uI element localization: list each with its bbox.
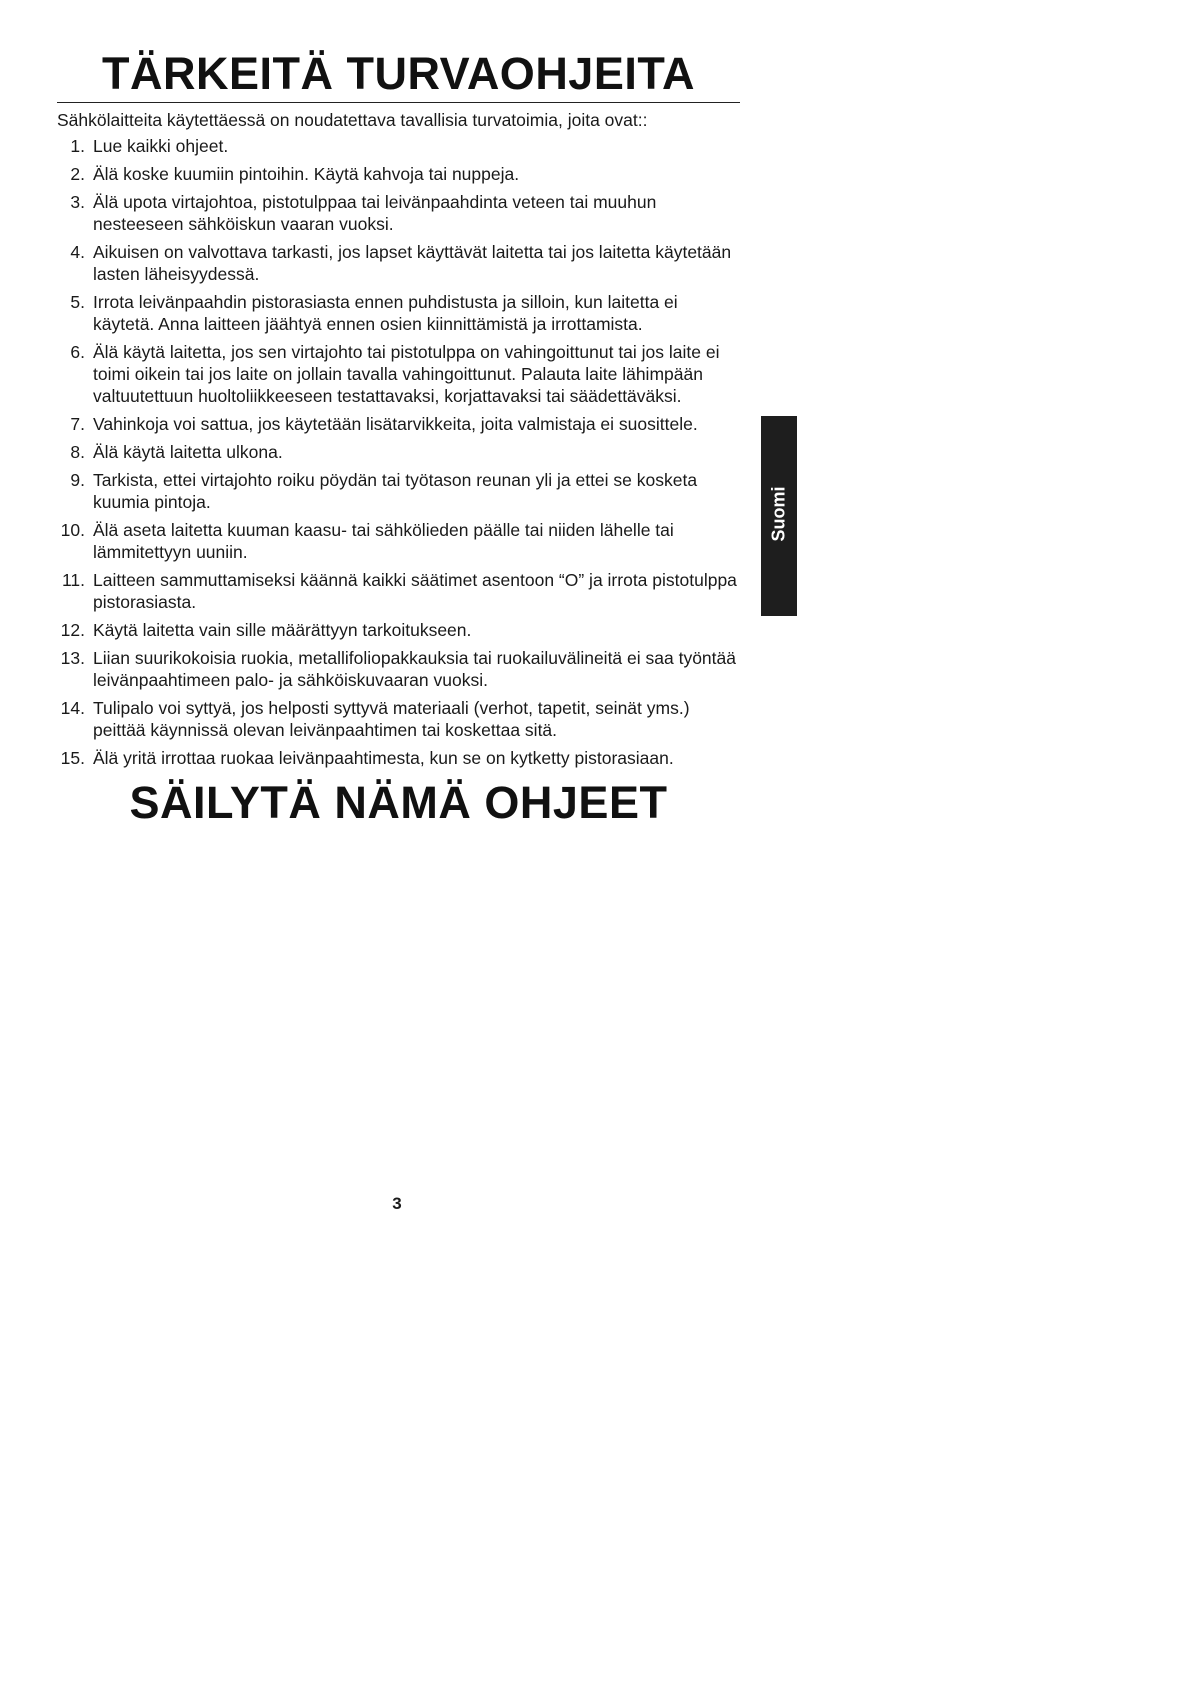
page-number: 3 (392, 1194, 402, 1213)
list-item-number: 9. (70, 470, 85, 490)
list-item-number: 10. (60, 520, 85, 540)
page-title: TÄRKEITÄ TURVAOHJEITA (101, 48, 696, 99)
list-item (57, 163, 740, 185)
list-item (57, 569, 740, 613)
list-item-text: Älä käytä laitetta, jos sen virtajohto tai pistotulppa on vahingoittunut tai jos laite ei toimi oikein tai jos laite on jollain tavalla vahingoittunut. Palauta laite lähimpään valtuutettuun huoltoliikkeeseen testattavaksi, korjattavaksi tai säädettäväksi. (93, 342, 720, 406)
list-item-text: Älä koske kuumiin pintoihin. Käytä kahvoja tai nuppeja. (93, 164, 520, 184)
list-item-number: 1. (70, 136, 85, 156)
list-item-text: Älä käytä laitetta ulkona. (93, 442, 283, 462)
list-item-text: Älä aseta laitetta kuuman kaasu- tai sähkölieden päälle tai niiden lähelle tai lämmitettyyn uuniin. (93, 520, 674, 562)
list-item-number: 11. (61, 570, 85, 590)
list-item (57, 647, 740, 691)
safety-rules-list (57, 135, 740, 769)
document-content (57, 46, 740, 831)
list-item-number: 14. (60, 698, 85, 718)
list-item-number: 15. (60, 748, 85, 768)
list-item-number: 5. (70, 292, 85, 312)
list-item (57, 241, 740, 285)
list-item-number: 2. (70, 164, 85, 184)
list-item-number: 7. (70, 414, 85, 434)
list-item-text: Liian suurikokoisia ruokia, metallifoliopakkauksia tai ruokailuvälineitä ei saa työntää leivänpaahtimeen palo- ja sähköiskuvaaran vuoksi. (93, 648, 736, 690)
list-item (57, 291, 740, 335)
intro-text: Sähkölaitteita käytettäessä on noudatettava tavallisia turvatoimia, joita ovat:: (57, 110, 648, 130)
list-item (57, 413, 740, 435)
list-item (57, 519, 740, 563)
list-item-number: 13. (60, 648, 85, 668)
list-item-text: Käytä laitetta vain sille määrättyyn tarkoitukseen. (93, 620, 472, 640)
list-item-text: Älä yritä irrottaa ruokaa leivänpaahtimesta, kun se on kytketty pistorasiaan. (93, 748, 674, 768)
title-divider (57, 102, 740, 103)
list-item (57, 135, 740, 157)
list-item-number: 4. (70, 242, 85, 262)
list-item-number: 12. (60, 620, 85, 640)
list-item-text: Älä upota virtajohtoa, pistotulppaa tai leivänpaahdinta veteen tai muuhun nesteeseen sähköiskun vaaran vuoksi. (93, 192, 657, 234)
list-item (57, 747, 740, 769)
list-item (57, 191, 740, 235)
list-item (57, 441, 740, 463)
list-item-text: Tulipalo voi syttyä, jos helposti syttyvä materiaali (verhot, tapetit, seinät yms.) peittää käynnissä olevan leivänpaahtimen tai koskettaa sitä. (93, 698, 690, 740)
list-item-text: Vahinkoja voi sattua, jos käytetään lisätarvikkeita, joita valmistaja ei suosittele. (93, 414, 698, 434)
list-item-number: 6. (70, 342, 85, 362)
language-tab (761, 416, 797, 616)
list-item-number: 8. (70, 442, 85, 462)
list-item (57, 469, 740, 513)
list-item (57, 619, 740, 641)
list-item (57, 697, 740, 741)
list-item-text: Aikuisen on valvottava tarkasti, jos lapset käyttävät laitetta tai jos laitetta käytetään lasten läheisyydessä. (93, 242, 732, 284)
list-item-text: Lue kaikki ohjeet. (93, 136, 229, 156)
list-item-text: Tarkista, ettei virtajohto roiku pöydän tai työtason reunan yli ja ettei se kosketa kuumia pintoja. (93, 470, 698, 512)
list-item-text: Laitteen sammuttamiseksi käännä kaikki säätimet asentoon “O” ja irrota pistotulppa pistorasiasta. (93, 570, 737, 612)
list-item-text: Irrota leivänpaahdin pistorasiasta ennen puhdistusta ja silloin, kun laitetta ei käytetä. Anna laitteen jäähtyä ennen osien kiinnittämistä ja irrottamista. (93, 292, 678, 334)
list-item-number: 3. (70, 192, 85, 212)
list-item (57, 341, 740, 407)
closing-title: SÄILYTÄ NÄMÄ OHJEET (129, 777, 668, 828)
language-tab-label: Suomi (768, 486, 789, 542)
